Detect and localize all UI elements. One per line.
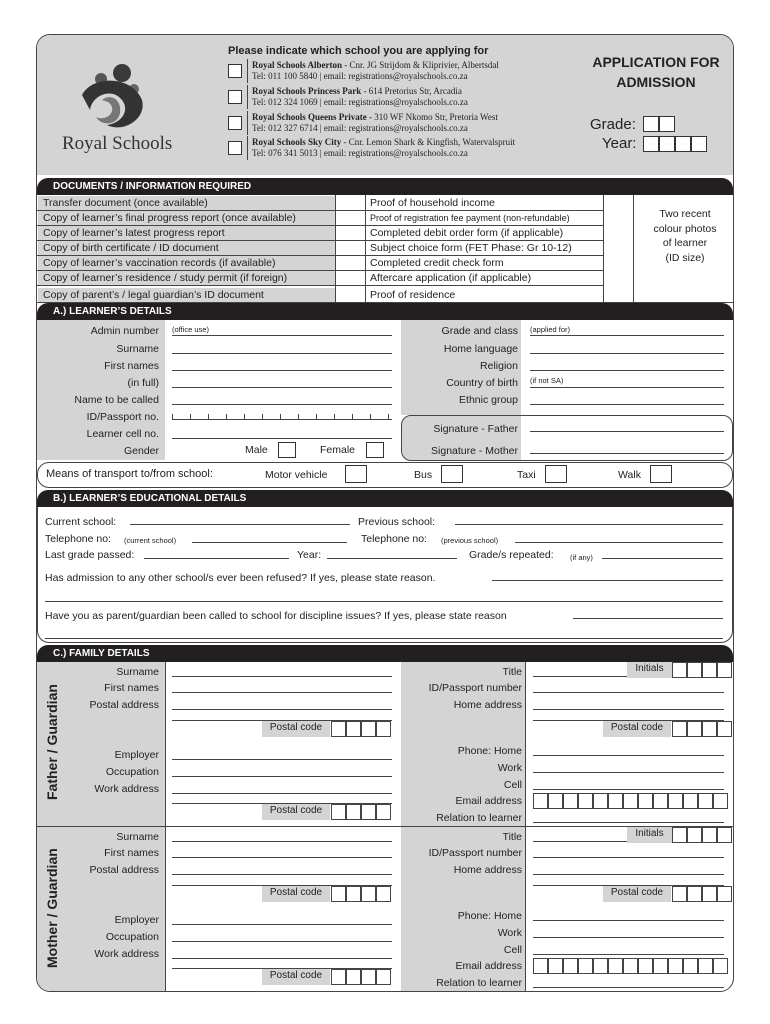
father-home-postal-code-cell[interactable] <box>687 721 702 737</box>
doc-row-divider <box>37 285 603 286</box>
transport-motor-label: Motor vehicle <box>265 469 328 481</box>
learner-input[interactable] <box>172 404 392 405</box>
doc-right-item: Completed debit order form (if applicable) <box>370 227 564 239</box>
doc-right-checkbox[interactable] <box>604 241 632 255</box>
mother-email-cell[interactable] <box>623 958 638 974</box>
signature-father-label: Signature - Father <box>433 423 518 435</box>
transport-taxi-label: Taxi <box>517 469 536 481</box>
transport-motor-checkbox[interactable] <box>345 465 367 483</box>
discipline-input-1[interactable] <box>573 618 723 619</box>
father-initials-cell[interactable] <box>717 662 732 678</box>
father-work-postal-code-cell[interactable] <box>331 804 346 820</box>
mother-left-input[interactable] <box>172 857 392 858</box>
mother-right-label-b: Work <box>497 927 522 939</box>
doc-left-item: Copy of learner’s vaccination records (if available) <box>43 257 276 269</box>
mother-initials-cell[interactable] <box>687 827 702 843</box>
doc-left-checkbox[interactable] <box>336 256 364 270</box>
transport-taxi-checkbox[interactable] <box>545 465 567 483</box>
grade-box-1[interactable] <box>643 116 659 132</box>
id-tick <box>190 414 191 420</box>
father-email-cell[interactable] <box>683 793 698 809</box>
father-email-cell[interactable] <box>713 793 728 809</box>
father-right-label-b: Work <box>497 762 522 774</box>
mother-right-input-b[interactable] <box>533 954 724 955</box>
id-tick <box>226 414 227 420</box>
transport-bus-label: Bus <box>414 469 433 481</box>
last-grade-input[interactable] <box>144 558 289 559</box>
mother-right-input-b[interactable] <box>533 920 724 921</box>
school-checkbox-queens[interactable] <box>228 116 242 130</box>
mother-postal-code-label: Postal code <box>262 886 330 902</box>
father-right-label-b: Relation to learner <box>436 812 522 824</box>
father-left-input-b[interactable] <box>172 759 392 760</box>
mother-right-label-b: Phone: Home <box>457 910 522 922</box>
admission-refused-input-1[interactable] <box>492 580 723 581</box>
mother-right-input-b[interactable] <box>533 987 724 988</box>
mother-right-input[interactable] <box>533 857 724 858</box>
father-right-label-b: Cell <box>503 779 522 791</box>
transport-walk-label: Walk <box>618 469 641 481</box>
if-any-hint: (if any) <box>570 553 593 562</box>
current-school-hint: (current school) <box>124 536 177 545</box>
id-tick <box>298 414 299 420</box>
id-tick <box>208 414 209 420</box>
admin-hint: (office use) <box>172 325 209 334</box>
mother-email-cell[interactable] <box>593 958 608 974</box>
father-right-input-b[interactable] <box>533 772 724 773</box>
last-grade-label: Last grade passed: <box>45 549 135 561</box>
mother-guardian-side-label: Mother / Guardian <box>44 848 60 968</box>
father-right-input-b[interactable] <box>533 789 724 790</box>
mother-right-label: ID/Passport number <box>428 847 522 859</box>
mother-left-input[interactable] <box>172 841 392 842</box>
male-label: Male <box>245 444 268 456</box>
father-left-input[interactable] <box>172 709 392 710</box>
year-label: Year: <box>602 135 637 152</box>
father-postal-code-cell[interactable] <box>331 721 346 737</box>
doc-right-item: Completed credit check form <box>370 257 504 269</box>
father-email-cell[interactable] <box>548 793 563 809</box>
admission-refused-input-2[interactable] <box>45 601 723 602</box>
doc-right-item: Subject choice form (FET Phase: Gr 10-12) <box>370 242 572 254</box>
transport-walk-checkbox[interactable] <box>650 465 672 483</box>
year-box-1[interactable] <box>643 136 659 152</box>
mother-email-cell[interactable] <box>698 958 713 974</box>
learner-right-input[interactable] <box>530 370 724 371</box>
id-tick <box>262 414 263 420</box>
father-postal-code-cell[interactable] <box>346 721 361 737</box>
father-left-input-b[interactable] <box>172 776 392 777</box>
father-email-cell[interactable] <box>563 793 578 809</box>
grades-repeated-label: Grade/s repeated: <box>469 549 554 561</box>
learner-right-label: Home language <box>443 343 518 355</box>
father-work-postal-code-cell[interactable] <box>376 804 391 820</box>
grade-box-2[interactable] <box>659 116 675 132</box>
father-left-label-b: Work address <box>94 783 159 795</box>
mother-left-input-b[interactable] <box>172 924 392 925</box>
doc-left-checkbox[interactable] <box>336 226 364 240</box>
id-tick <box>334 414 335 420</box>
school-checkbox-sky-city[interactable] <box>228 141 242 155</box>
doc-left-checkbox[interactable] <box>336 288 364 302</box>
mother-postal-code-cell[interactable] <box>346 886 361 902</box>
father-email-cell[interactable] <box>593 793 608 809</box>
father-home-postal-code-cell[interactable] <box>717 721 732 737</box>
year-passed-input[interactable] <box>327 558 457 559</box>
father-email-cell[interactable] <box>653 793 668 809</box>
mother-email-cell[interactable] <box>638 958 653 974</box>
mother-work-postal-code-label: Postal code <box>262 969 330 985</box>
mother-postal-code-cell[interactable] <box>376 886 391 902</box>
mother-right-label: Title <box>502 831 522 843</box>
father-right-input[interactable] <box>533 692 724 693</box>
mother-home-postal-code-cell[interactable] <box>702 886 717 902</box>
doc-left-item: Copy of learner’s residence / study permit (if foreign) <box>43 272 288 284</box>
mother-email-cell[interactable] <box>578 958 593 974</box>
learner-input[interactable] <box>172 438 392 439</box>
father-work-postal-code-cell[interactable] <box>361 804 376 820</box>
mother-right-input[interactable] <box>533 874 724 875</box>
mother-right-label-b: Email address <box>455 960 522 972</box>
grade-hint: (applied for) <box>530 325 571 334</box>
school-option-queens: Royal Schools Queens Private - 310 WF Nkomo Str, Pretoria West Tel: 012 327 6714 | email: registrations@royalschools.co.za <box>252 112 498 133</box>
father-right-label-b: Phone: Home <box>457 745 522 757</box>
father-initials-cell[interactable] <box>687 662 702 678</box>
mother-left-label-b: Work address <box>94 948 159 960</box>
current-school-input[interactable] <box>130 524 350 525</box>
father-left-label: Surname <box>116 666 159 678</box>
father-home-postal-code-label: Postal code <box>603 721 671 737</box>
school-option-alberton: Royal Schools Alberton - Cnr. JG Strijdom & Kliprivier, Albertsdal Tel: 011 100 5840 | email: registrations@royalschools.co.za <box>252 60 499 81</box>
mother-right-label-b: Relation to learner <box>436 977 522 989</box>
mother-email-cell[interactable] <box>653 958 668 974</box>
doc-left-item: Copy of learner’s final progress report (once available) <box>43 212 296 224</box>
father-right-input[interactable] <box>533 709 724 710</box>
school-checkbox-alberton[interactable] <box>228 64 242 78</box>
mother-work-postal-code-cell[interactable] <box>376 969 391 985</box>
father-email-cell[interactable] <box>608 793 623 809</box>
mother-right-label-b: Cell <box>503 944 522 956</box>
telephone-previous-label: Telephone no: <box>361 533 427 545</box>
royal-schools-logo-icon <box>72 55 162 135</box>
mother-work-postal-code-cell[interactable] <box>346 969 361 985</box>
father-email-cell[interactable] <box>533 793 548 809</box>
learner-label: Surname <box>116 343 159 355</box>
signature-mother-input[interactable] <box>530 453 724 454</box>
page-title: APPLICATION FOR ADMISSION <box>592 54 720 90</box>
father-work-postal-code-cell[interactable] <box>346 804 361 820</box>
doc-left-item: Transfer document (once available) <box>43 197 208 209</box>
father-email-cell[interactable] <box>698 793 713 809</box>
learner-label: Gender <box>123 445 159 457</box>
mother-initials-cell[interactable] <box>717 827 732 843</box>
mother-left-label: Surname <box>116 831 159 843</box>
learner-input[interactable] <box>172 387 392 388</box>
mother-left-input-b[interactable] <box>172 941 392 942</box>
doc-right-item: Proof of registration fee payment (non-refundable) <box>370 213 570 223</box>
learner-label: Admin number <box>90 325 159 337</box>
grade-label: Grade: <box>590 116 636 133</box>
learner-input[interactable] <box>172 335 392 336</box>
doc-right-item: Proof of household income <box>370 197 495 209</box>
previous-school-label: Previous school: <box>358 516 436 528</box>
mother-left-input[interactable] <box>172 874 392 875</box>
learner-label: Learner cell no. <box>86 428 159 440</box>
school-checkbox-princess-park[interactable] <box>228 90 242 104</box>
father-postal-code-cell[interactable] <box>361 721 376 737</box>
mother-home-postal-code-cell[interactable] <box>717 886 732 902</box>
doc-right-checkbox[interactable] <box>604 226 632 240</box>
transport-label: Means of transport to/from school: <box>46 468 213 480</box>
learner-section-title: A.) LEARNER’S DETAILS <box>37 303 733 320</box>
transport-bus-checkbox[interactable] <box>441 465 463 483</box>
telephone-current-label: Telephone no: <box>45 533 111 545</box>
doc-left-item: Copy of parent’s / legal guardian’s ID document <box>43 289 264 301</box>
school-option-sky-city: Royal Schools Sky City - Cnr. Lemon Shark & Kingfish, Watervalspruit Tel: 076 341 5013 | email: registrations@royalschools.co.za <box>252 137 516 158</box>
discipline-input-2[interactable] <box>45 638 723 639</box>
father-right-input-b[interactable] <box>533 755 724 756</box>
mother-initials-cell[interactable] <box>702 827 717 843</box>
country-hint: (if not SA) <box>530 376 564 385</box>
id-tick <box>316 414 317 420</box>
learner-label: Name to be called <box>74 394 159 406</box>
mother-work-postal-code-cell[interactable] <box>361 969 376 985</box>
discipline-question: Have you as parent/guardian been called to school for discipline issues? If yes, please state reason <box>45 610 507 622</box>
doc-right-checkbox[interactable] <box>604 271 632 285</box>
mother-left-label: First names <box>104 847 159 859</box>
mother-home-postal-code-cell[interactable] <box>672 886 687 902</box>
mother-title-input[interactable] <box>533 841 627 842</box>
mother-email-cell[interactable] <box>548 958 563 974</box>
id-tick <box>370 414 371 420</box>
father-postal-code-cell[interactable] <box>376 721 391 737</box>
mother-left-input-b[interactable] <box>172 958 392 959</box>
year-passed-label: Year: <box>297 549 322 561</box>
mother-initials-label: Initials <box>627 827 672 843</box>
father-work-postal-code-label: Postal code <box>262 804 330 820</box>
learner-label: (in full) <box>127 377 159 389</box>
mother-home-postal-code-label: Postal code <box>603 886 671 902</box>
father-right-input-b[interactable] <box>533 822 724 823</box>
mother-work-postal-code-cell[interactable] <box>331 969 346 985</box>
school-prompt: Please indicate which school you are applying for <box>228 45 489 57</box>
father-left-input[interactable] <box>172 676 392 677</box>
signature-father-input[interactable] <box>530 431 724 432</box>
learner-right-label: Ethnic group <box>459 394 518 406</box>
learner-label: First names <box>104 360 159 372</box>
doc-left-checkbox[interactable] <box>336 241 364 255</box>
previous-school-input[interactable] <box>455 524 723 525</box>
father-postal-code-label: Postal code <box>262 721 330 737</box>
id-tick <box>388 414 389 420</box>
mother-email-cell[interactable] <box>563 958 578 974</box>
grades-repeated-input[interactable] <box>602 558 723 559</box>
father-left-label: First names <box>104 682 159 694</box>
doc-right-checkbox[interactable] <box>604 211 632 225</box>
year-box-3[interactable] <box>675 136 691 152</box>
learner-right-input[interactable] <box>530 353 724 354</box>
mother-right-label: Home address <box>453 864 522 876</box>
year-box-2[interactable] <box>659 136 675 152</box>
father-right-label-b: Email address <box>455 795 522 807</box>
learner-right-label: Grade and class <box>441 325 518 337</box>
education-section-title: B.) LEARNER’S EDUCATIONAL DETAILS <box>37 490 733 507</box>
father-home-postal-code-cell[interactable] <box>672 721 687 737</box>
telephone-current-input[interactable] <box>192 542 347 543</box>
mother-email-cell[interactable] <box>668 958 683 974</box>
signature-mother-label: Signature - Mother <box>431 445 518 457</box>
male-checkbox[interactable] <box>278 442 296 458</box>
id-tick <box>172 414 173 420</box>
school-option-princess-park: Royal Schools Princess Park - 614 Pretorius Str, Arcadia Tel: 012 324 1069 | email: registrations@royalschools.co.za <box>252 86 468 107</box>
father-left-label: Postal address <box>89 699 159 711</box>
telephone-previous-input[interactable] <box>515 542 723 543</box>
father-email-cell[interactable] <box>578 793 593 809</box>
mother-right-input-b[interactable] <box>533 937 724 938</box>
father-right-label: Home address <box>453 699 522 711</box>
documents-section-title: DOCUMENTS / INFORMATION REQUIRED <box>37 178 733 195</box>
doc-right-checkbox[interactable] <box>604 196 632 210</box>
logo-text: Royal Schools <box>62 133 173 154</box>
id-tick <box>352 414 353 420</box>
father-left-input-b[interactable] <box>172 793 392 794</box>
doc-right-item: Aftercare application (if applicable) <box>370 272 532 284</box>
father-initials-cell[interactable] <box>672 662 687 678</box>
father-right-label: Title <box>502 666 522 678</box>
father-right-label: ID/Passport number <box>428 682 522 694</box>
mother-left-label: Postal address <box>89 864 159 876</box>
father-email-cell[interactable] <box>668 793 683 809</box>
father-title-input[interactable] <box>533 676 627 677</box>
mother-postal-code-cell[interactable] <box>331 886 346 902</box>
mother-email-cell[interactable] <box>683 958 698 974</box>
year-box-4[interactable] <box>691 136 707 152</box>
doc-right-item: Proof of residence <box>370 289 456 301</box>
mother-left-label-b: Occupation <box>105 931 159 943</box>
father-left-label-b: Employer <box>114 749 159 761</box>
father-email-cell[interactable] <box>638 793 653 809</box>
learner-right-label: Country of birth <box>446 377 518 389</box>
id-tick <box>280 414 281 420</box>
family-section-title: C.) FAMILY DETAILS <box>37 645 733 662</box>
mother-email-cell[interactable] <box>713 958 728 974</box>
doc-left-checkbox[interactable] <box>336 211 364 225</box>
doc-right-checkbox[interactable] <box>604 256 632 270</box>
doc-right-checkbox[interactable] <box>604 288 632 302</box>
photo-instruction: Two recent colour photos of learner (ID size) <box>653 208 717 264</box>
id-passport-input[interactable] <box>172 419 392 420</box>
learner-input[interactable] <box>172 370 392 371</box>
learner-label: ID/Passport no. <box>86 411 159 423</box>
father-left-input[interactable] <box>172 692 392 693</box>
doc-left-item: Copy of learner’s latest progress report <box>43 227 225 239</box>
female-label: Female <box>320 444 356 456</box>
mother-email-cell[interactable] <box>608 958 623 974</box>
mother-postal-code-cell[interactable] <box>361 886 376 902</box>
father-guardian-side-label: Father / Guardian <box>44 684 60 800</box>
female-checkbox[interactable] <box>366 442 384 458</box>
learner-input[interactable] <box>172 353 392 354</box>
learner-right-label: Religion <box>480 360 518 372</box>
mother-home-postal-code-cell[interactable] <box>687 886 702 902</box>
admission-refused-question: Has admission to any other school/s ever been refused? If yes, please state reason. <box>45 572 436 584</box>
mother-initials-cell[interactable] <box>672 827 687 843</box>
learner-right-input[interactable] <box>530 404 724 405</box>
learner-right-input[interactable] <box>530 387 724 388</box>
father-left-label-b: Occupation <box>105 766 159 778</box>
learner-right-input[interactable] <box>530 335 724 336</box>
previous-school-hint: (previous school) <box>441 536 499 545</box>
father-initials-cell[interactable] <box>702 662 717 678</box>
current-school-label: Current school: <box>45 516 117 528</box>
doc-left-checkbox[interactable] <box>336 196 364 210</box>
father-initials-label: Initials <box>627 662 672 678</box>
mother-email-cell[interactable] <box>533 958 548 974</box>
doc-left-checkbox[interactable] <box>336 271 364 285</box>
mother-left-label-b: Employer <box>114 914 159 926</box>
father-home-postal-code-cell[interactable] <box>702 721 717 737</box>
doc-left-item: Copy of birth certificate / ID document <box>43 242 219 254</box>
id-tick <box>244 414 245 420</box>
father-email-cell[interactable] <box>623 793 638 809</box>
